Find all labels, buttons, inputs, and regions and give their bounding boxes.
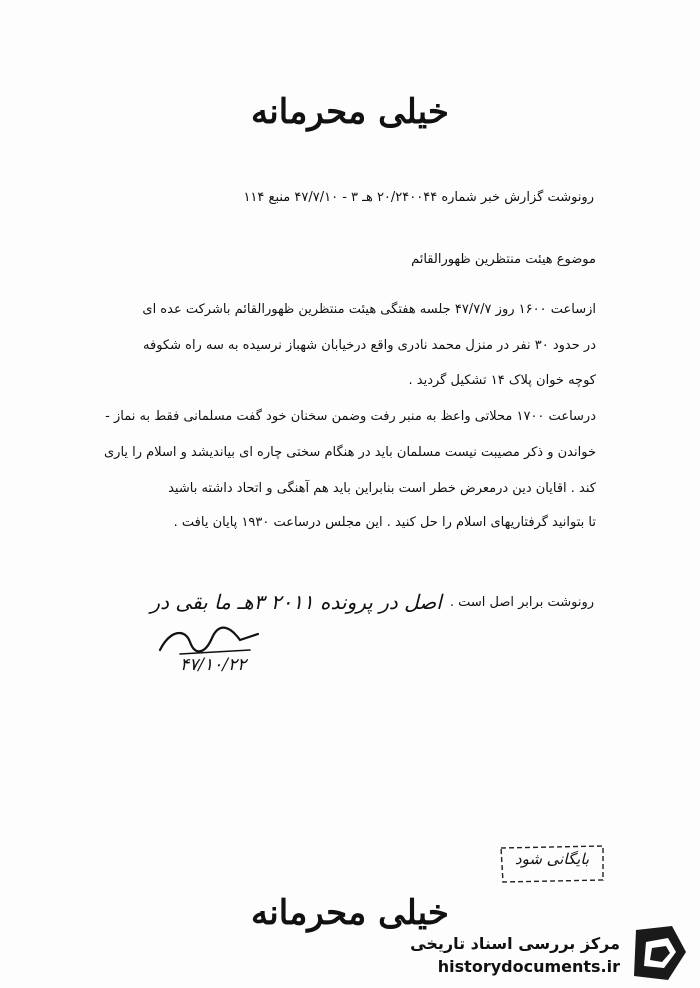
body-line-6: کند . اقایان دین درمعرض خطر است بنابراین باید هم آهنگی و اتحاد داشته باشید <box>168 481 596 496</box>
classification-heading-bottom: خیلی محرمانه <box>251 893 449 933</box>
body-line-4: درساعت ۱۷۰۰ محلاتی واعظ به منبر رفت وضمن سخنان خود گفت مسلمانی فقط به نماز - <box>105 409 596 424</box>
body-line-2: در حدود ۳۰ نفر در منزل محمد نادری واقع درخیابان شهباز نرسیده به سه راه شکوفه <box>143 338 596 353</box>
body-line-1: ازساعت ۱۶۰۰ روز ۴۷/۷/۷ جلسه هفتگی هیئت منتظرین ظهورالقائم باشرکت عده ای <box>142 302 596 317</box>
subject-line: موضوع هیئت منتظرین ظهورالقائم <box>411 252 596 267</box>
archive-stamp-text: بایگانی شود <box>514 850 590 868</box>
classification-heading-top: خیلی محرمانه <box>251 92 449 132</box>
copy-certification-line <box>150 590 594 614</box>
watermark-title: مرکز بررسی اسناد تاریخی <box>410 934 620 953</box>
body-line-3: کوچه خوان پلاک ۱۴ تشکیل گردید . <box>408 373 596 388</box>
body-line-7: تا بتوانید گرفتاریهای اسلام را حل کنید . این مجلس درساعت ۱۹۳۰ پایان یافت . <box>173 515 596 530</box>
watermark-url: historydocuments.ir <box>437 957 620 976</box>
handwritten-date: ۴۷/۱۰/۲۲ <box>180 655 247 675</box>
report-reference-line: رونوشت گزارش خبر شماره ۲۰/۲۴۰۰۴۴ هـ ۳ - ۴۷/۷/۱۰ منبع ۱۱۴ <box>243 190 594 205</box>
copy-certification-text: رونوشت برابر اصل است . <box>449 594 594 610</box>
body-line-5: خواندن و ذکر مصیبت نیست مسلمان باید در هنگام سختی چاره ای بیاندیشد و اسلام را یاری <box>103 445 596 460</box>
handwritten-archive-note: اصل در پرونده ۲۰۱۱ ۳هـ ما بقی در <box>150 590 442 614</box>
history-documents-watermark <box>410 918 696 984</box>
book-logo-icon <box>628 922 690 984</box>
